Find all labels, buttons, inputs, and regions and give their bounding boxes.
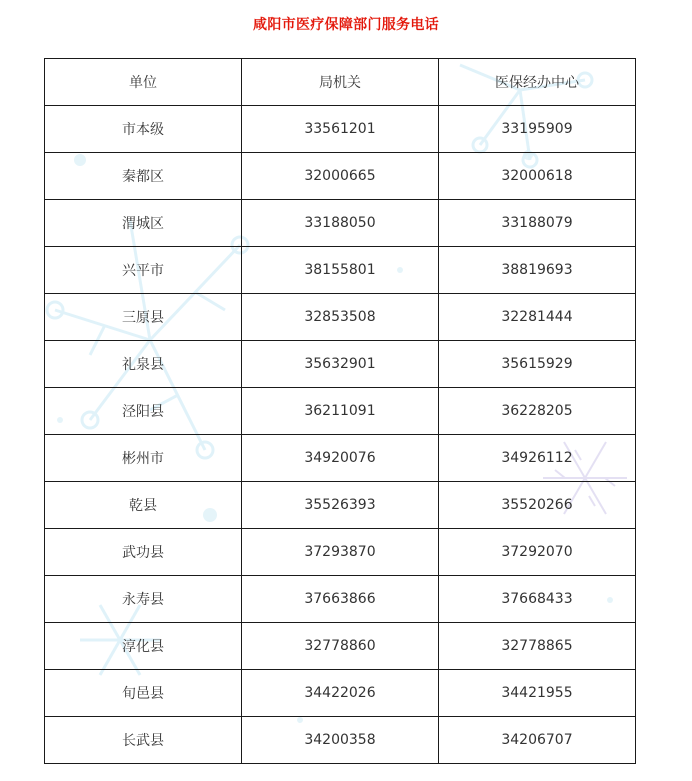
table-row: [45, 623, 636, 670]
bureau-phone: 38155801: [242, 247, 439, 294]
unit-name: 渭城区: [45, 200, 242, 247]
center-phone: 38819693: [439, 247, 636, 294]
bureau-phone: 33188050: [242, 200, 439, 247]
header-unit: 单位: [45, 59, 242, 106]
bureau-phone: 32000665: [242, 153, 439, 200]
phone-table: [44, 58, 636, 764]
table-row: [45, 670, 636, 717]
center-phone: 32281444: [439, 294, 636, 341]
center-phone: 32000618: [439, 153, 636, 200]
bureau-phone: 32778860: [242, 623, 439, 670]
phone-table-container: [44, 58, 635, 764]
center-phone: 37668433: [439, 576, 636, 623]
center-phone: 34206707: [439, 717, 636, 764]
bureau-phone: 35632901: [242, 341, 439, 388]
bureau-phone: 37293870: [242, 529, 439, 576]
center-phone: 34421955: [439, 670, 636, 717]
center-phone: 35520266: [439, 482, 636, 529]
table-row: [45, 294, 636, 341]
bureau-phone: 35526393: [242, 482, 439, 529]
bureau-phone: 37663866: [242, 576, 439, 623]
table-row: [45, 482, 636, 529]
table-row: [45, 576, 636, 623]
table-row: [45, 153, 636, 200]
table-row: [45, 435, 636, 482]
bureau-phone: 32853508: [242, 294, 439, 341]
center-phone: 37292070: [439, 529, 636, 576]
unit-name: 泾阳县: [45, 388, 242, 435]
unit-name: 礼泉县: [45, 341, 242, 388]
center-phone: 36228205: [439, 388, 636, 435]
unit-name: 三原县: [45, 294, 242, 341]
bureau-phone: 34422026: [242, 670, 439, 717]
unit-name: 彬州市: [45, 435, 242, 482]
table-header-row: [45, 59, 636, 106]
bureau-phone: 33561201: [242, 106, 439, 153]
unit-name: 长武县: [45, 717, 242, 764]
center-phone: 33195909: [439, 106, 636, 153]
unit-name: 淳化县: [45, 623, 242, 670]
table-row: [45, 341, 636, 388]
unit-name: 乾县: [45, 482, 242, 529]
center-phone: 35615929: [439, 341, 636, 388]
unit-name: 市本级: [45, 106, 242, 153]
center-phone: 32778865: [439, 623, 636, 670]
table-row: [45, 106, 636, 153]
bureau-phone: 34920076: [242, 435, 439, 482]
header-insurance-center: 医保经办中心: [439, 59, 636, 106]
bureau-phone: 34200358: [242, 717, 439, 764]
unit-name: 永寿县: [45, 576, 242, 623]
table-row: [45, 717, 636, 764]
bureau-phone: 36211091: [242, 388, 439, 435]
table-row: [45, 388, 636, 435]
unit-name: 旬邑县: [45, 670, 242, 717]
unit-name: 秦都区: [45, 153, 242, 200]
page-title: 咸阳市医疗保障部门服务电话: [253, 17, 439, 33]
table-row: [45, 200, 636, 247]
center-phone: 33188079: [439, 200, 636, 247]
header-bureau: 局机关: [242, 59, 439, 106]
table-row: [45, 247, 636, 294]
unit-name: 兴平市: [45, 247, 242, 294]
center-phone: 34926112: [439, 435, 636, 482]
unit-name: 武功县: [45, 529, 242, 576]
table-row: [45, 529, 636, 576]
